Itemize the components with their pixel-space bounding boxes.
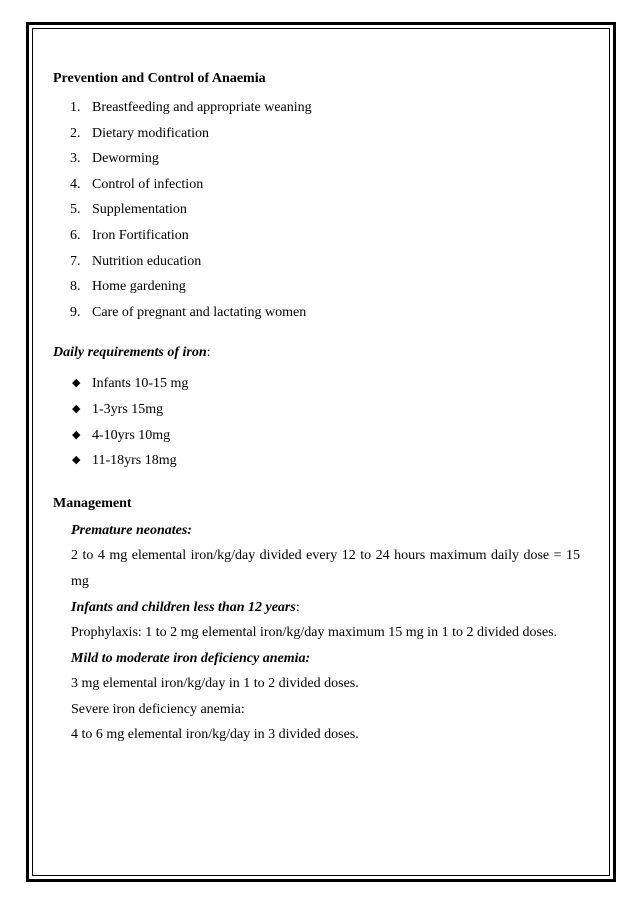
diamond-bullet-icon: ◆	[72, 428, 81, 441]
list-item: 2. Dietary modification	[70, 125, 210, 141]
diamond-bullet-icon: ◆	[72, 454, 81, 467]
list-item: ◆ Infants 10-15 mg	[92, 371, 580, 397]
list-item: 9. Care of pregnant and lactating women	[70, 304, 307, 320]
diamond-bullet-icon: ◆	[72, 402, 81, 415]
iron-requirements-list	[53, 371, 580, 473]
list-item: 7. Nutrition education	[70, 253, 202, 269]
list-item: 1. Breastfeeding and appropriate weaning	[70, 100, 312, 115]
list-item: 3. Deworming	[70, 151, 159, 167]
list-item: 8. Home gardening	[70, 279, 186, 295]
premature-neonates-heading: Premature neonates:	[71, 522, 192, 538]
diamond-bullet-icon: ◆	[72, 377, 81, 390]
premature-neonates-text: 2 to 4 mg elemental iron/kg/day divided every 12 to 24 hours maximum daily dose = 15 mg	[71, 548, 580, 589]
prevention-heading: Prevention and Control of Anaemia	[53, 71, 266, 86]
list-item: ◆ 1-3yrs 15mg	[92, 397, 580, 423]
severe-text: 4 to 6 mg elemental iron/kg/day in 3 divided doses.	[71, 727, 359, 743]
mild-moderate-heading: Mild to moderate iron deficiency anemia:	[71, 650, 311, 666]
management-heading: Management	[53, 495, 132, 511]
management-body	[53, 518, 580, 748]
prevention-list	[53, 95, 580, 325]
list-item: 5. Supplementation	[70, 202, 187, 218]
list-item: ◆ 4-10yrs 10mg	[92, 423, 580, 449]
mild-moderate-text: 3 mg elemental iron/kg/day in 1 to 2 divided doses.	[71, 676, 359, 692]
document-content	[53, 69, 580, 748]
severe-heading: Severe iron deficiency anemia:	[71, 701, 245, 717]
list-item: ◆ 11-18yrs 18mg	[92, 448, 580, 474]
list-item: 4. Control of infection	[70, 176, 204, 192]
daily-requirements-heading: Daily requirements of iron:	[53, 345, 211, 361]
prophylaxis-text: Prophylaxis: 1 to 2 mg elemental iron/kg/day maximum 15 mg in 1 to 2 divided doses.	[71, 625, 558, 641]
list-item: 6. Iron Fortification	[70, 227, 189, 243]
infants-heading: Infants and children less than 12 years:	[71, 599, 300, 615]
